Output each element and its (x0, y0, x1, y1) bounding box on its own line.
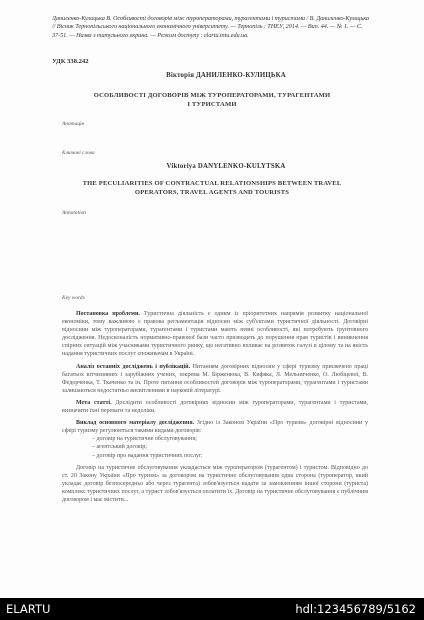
title-en-line-1: THE PECULIARITIES OF CONTRACTUAL RELATIONSHIPS BETWEEN TRAVEL (82, 180, 342, 187)
citation (52, 15, 372, 49)
annotation-label-en: Annotation (62, 210, 86, 216)
citation-line-2: 44. — № 1. — С. 37-51. — Назва з титульного екрана. — Режим доступу : elartu.tntu.edu.ua. (52, 23, 363, 39)
paragraph-main: Виклад основного матеріалу дослідження. Згідно із Законом України «Про туризм» договірні відносини у сфері туризму регулюються такими видами договорів: (62, 420, 368, 435)
heading-goal: Мета статті. (76, 399, 112, 406)
title-ua-line-1: ОСОБЛИВОСТІ ДОГОВОРІВ МІЖ ТУРОПЕРАТОРАМИ, ТУРАГЕНТАМИ (93, 92, 331, 99)
heading-problem: Постановка проблеми. (76, 311, 140, 317)
article-body (62, 310, 368, 596)
title-ua-line-2: І ТУРИСТАМИ (187, 101, 237, 108)
paragraph-analysis: Аналіз останніх досліджень і публікацій. Питанням договірних відносин у сфері туризму присвячено праці багатьох вітчизняних і зарубіжних учених, зокрема М. Бірженюка, В. Кифяка, Л. Мельниченко, О. Любіцевої, В. Федорченка, Т. Ткаченко та ін. Проте питання особливостей договорів між туроператорами, турагентами і туристами залишаються недостатньо висвітленими в науковій літературі. (62, 363, 368, 394)
list-item: – договір на туристичне обслуговування; (92, 436, 197, 443)
citation-line-1: Даниленко-Кулицька В. Особливості договорів між туроператорами, турагентами і туристами / В. Даниленко-Кулицька // Вісник Тернопільського національного економічного університету. — Тернопіль : ТНЕУ, 2014. — Вип. (52, 15, 369, 31)
paragraph-goal: Мета статті. Дослідити особливості договірних відносин між туроператорами, турагентами і туристами, визначити їхні переваги та недоліки. (62, 399, 368, 415)
udc-code: УДК 338.242 (52, 58, 89, 65)
title-en-line-2: OPERATORS, TRAVEL AGENTS AND TOURISTS (134, 189, 290, 196)
list-item: – агентський договір; (92, 444, 147, 451)
repository-footer-bar (0, 598, 424, 620)
heading-main: Виклад основного матеріалу дослідження. (76, 420, 195, 427)
repository-name: ELARTU (6, 602, 51, 616)
heading-analysis: Аналіз останніх досліджень і публікацій. (76, 363, 191, 370)
keywords-label-en: Key words (62, 295, 85, 301)
keywords-label-ua: Ключові слова (62, 150, 95, 156)
handle-id: hdl:123456789/5162 (295, 602, 416, 616)
author-ua: Вікторія ДАНИЛЕНКО-КУЛИЦЬКА (166, 72, 286, 79)
annotation-label-ua: Анотація (62, 121, 85, 127)
paragraph-contract: Договір на туристичне обслуговування укладається між туроператором (турагентом) і туристом. Відповідно до ст. 20 Закону України «Про туризм» за договором на туристичне обслуговування одна сторона (туроператор, який укладає договір безпосередньо або через турагента) зобов'язується надати за замовленням іншої сторони (туриста) комплекс туристичних послуг, а турист зобов'язується оплатити їх. Договір на туристичне обслуговування є публічним договором і має містити... (62, 464, 368, 503)
list-item: – договір про надання туристичних послуг. (92, 452, 203, 459)
author-en: Viktoriya DANYLENKO-KULYTSKA (166, 163, 286, 170)
paragraph-problem: Постановка проблеми. Туристична діяльність є одним із пріоритетних напрямів розвитку національної економіки, тому важливою є правова регламентація відносин між суб'єктами туристичної діяльності. Договірні відносини між туроператорами, турагентами і туристами мають певні особливості, які потребують ґрунтовного дослідження. Недосконалість нормативно-правової бази часто призводить до порушення прав туристів і виникнення спірних ситуацій між учасниками туристичного ринку, що негативно впливає на розвиток галузі в цілому та на якість надання туристичних послуг споживачам в Україні. (62, 311, 368, 358)
